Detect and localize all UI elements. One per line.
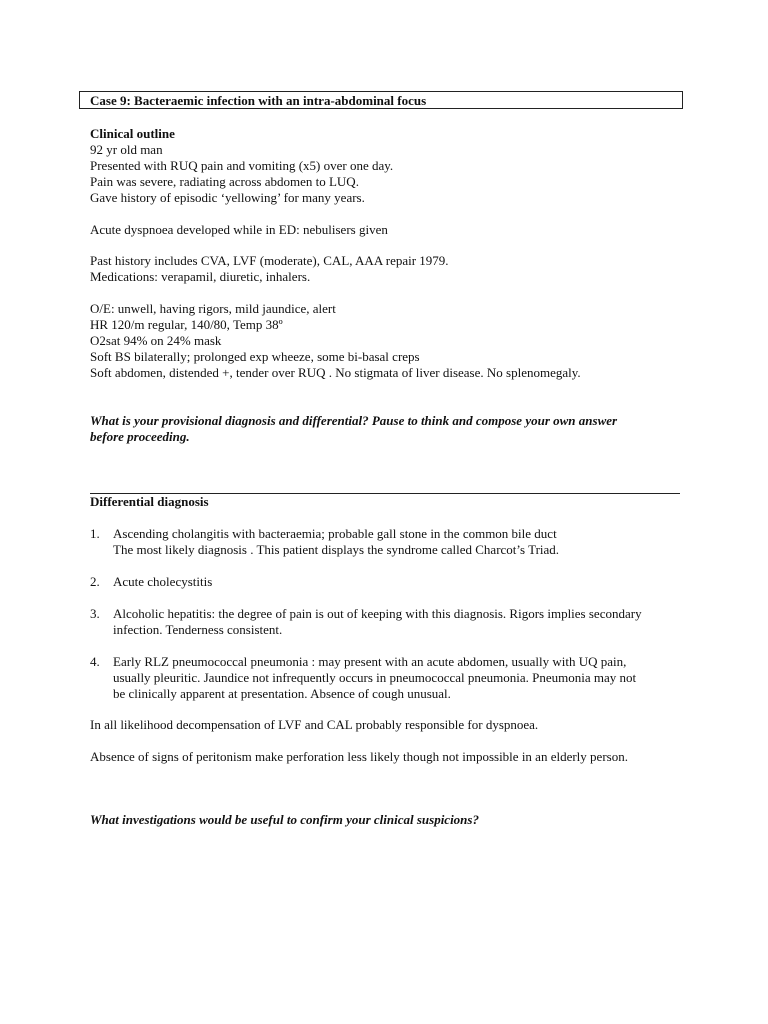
clinical-outline-section — [90, 126, 690, 206]
outline-line: 92 yr old man — [90, 142, 163, 157]
question-2 — [90, 812, 690, 828]
question-2-line: What investigations would be useful to confirm your clinical suspicions? — [90, 812, 479, 827]
outline-line: Gave history of episodic ‘yellowing’ for many years. — [90, 190, 365, 205]
case-title: Case 9: Bacteraemic infection with an intra-abdominal focus — [79, 91, 683, 109]
differential-heading-wrap — [90, 494, 690, 510]
likelihood-note: In all likelihood decompensation of LVF and CAL probably responsible for dyspnoea. — [90, 717, 539, 732]
exam-line: Soft abdomen, distended +, tender over RUQ . No stigmata of liver disease. No splenomegaly. — [90, 365, 581, 380]
peritonism-note: Absence of signs of peritonism make perforation less likely though not impossible in an elderly person. — [90, 749, 628, 764]
question-1 — [90, 413, 690, 445]
outline-line: Pain was severe, radiating across abdomen to LUQ. — [90, 174, 359, 189]
differential-item — [90, 654, 690, 702]
exam-line: Soft BS bilaterally; prolonged exp wheeze, some bi-basal creps — [90, 349, 420, 364]
item-number: 2. — [90, 574, 100, 589]
exam-line: HR 120/m regular, 140/80, Temp 38º — [90, 317, 283, 332]
differential-item — [90, 606, 690, 638]
medications: Medications: verapamil, diuretic, inhalers. — [90, 269, 311, 284]
clinical-outline-heading: Clinical outline — [90, 126, 175, 141]
differential-heading: Differential diagnosis — [90, 494, 209, 509]
item-line: Ascending cholangitis with bacteraemia; probable gall stone in the common bile duct — [113, 526, 557, 541]
ed-note-section — [90, 222, 690, 238]
item-number: 3. — [90, 606, 100, 621]
likelihood-note-wrap — [90, 717, 690, 733]
ed-note: Acute dyspnoea developed while in ED: nebulisers given — [90, 222, 388, 237]
differential-item — [90, 526, 690, 558]
item-number: 1. — [90, 526, 100, 541]
item-line: Acute cholecystitis — [113, 574, 213, 589]
item-line: usually pleuritic. Jaundice not infrequently occurs in pneumococcal pneumonia. Pneumonia may not — [113, 670, 637, 685]
peritonism-note-wrap — [90, 749, 690, 765]
item-line: The most likely diagnosis . This patient displays the syndrome called Charcot’s Triad. — [113, 542, 560, 557]
exam-line: O2sat 94% on 24% mask — [90, 333, 222, 348]
item-number: 4. — [90, 654, 100, 669]
item-line: Alcoholic hepatitis: the degree of pain is out of keeping with this diagnosis. Rigors implies secondary — [113, 606, 642, 621]
history-section — [90, 253, 690, 285]
differential-item — [90, 574, 690, 590]
question-1-line: What is your provisional diagnosis and differential? Pause to think and compose your own answer — [90, 413, 618, 428]
outline-line: Presented with RUQ pain and vomiting (x5) over one day. — [90, 158, 394, 173]
exam-line: O/E: unwell, having rigors, mild jaundice, alert — [90, 301, 336, 316]
item-line: Early RLZ pneumococcal pneumonia : may present with an acute abdomen, usually with UQ pain, — [113, 654, 627, 669]
item-line: infection. Tenderness consistent. — [113, 622, 283, 637]
exam-section — [90, 301, 690, 381]
past-history: Past history includes CVA, LVF (moderate), CAL, AAA repair 1979. — [90, 253, 449, 268]
item-line: be clinically apparent at presentation. Absence of cough unusual. — [113, 686, 451, 701]
question-1-line: before proceeding. — [90, 429, 190, 444]
